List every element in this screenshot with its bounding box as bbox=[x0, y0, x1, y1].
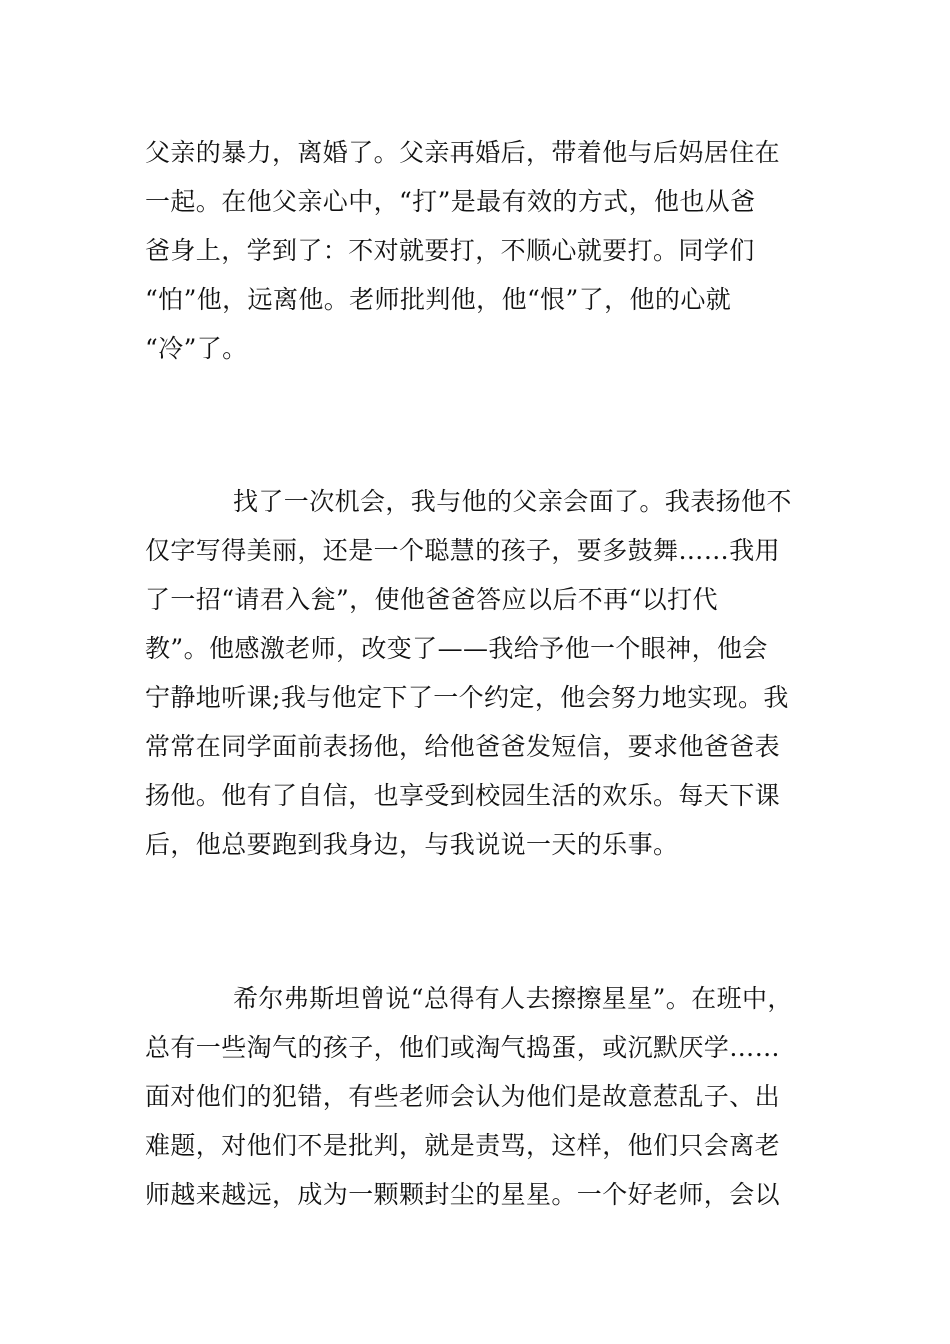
text-line: 总有一些淘气的孩子，他们或淘气捣蛋，或沉默厌学…… bbox=[145, 1033, 781, 1062]
text-line: “冷”了。 bbox=[145, 334, 248, 363]
text-line-indented: 希尔弗斯坦曾说“总得有人去擦擦星星”。在班中， bbox=[233, 984, 793, 1013]
text-line: 教”。他感激老师，改变了——我给予他一个眼神，他会 bbox=[145, 634, 768, 663]
text-line-indented: 找了一次机会，我与他的父亲会面了。我表扬他不 bbox=[233, 487, 792, 516]
text-line: 面对他们的犯错，有些老师会认为他们是故意惹乱子、出 bbox=[145, 1082, 781, 1111]
text-line: 宁静地听课;我与他定下了一个约定，他会努力地实现。我 bbox=[145, 683, 789, 712]
text-line: 难题，对他们不是批判，就是责骂，这样，他们只会离老 bbox=[145, 1131, 781, 1160]
text-line: 后，他总要跑到我身边，与我说说一天的乐事。 bbox=[145, 830, 679, 859]
text-line: 了一招“请君入瓮”，使他爸爸答应以后不再“以打代 bbox=[145, 585, 718, 614]
paragraph-3 bbox=[145, 974, 810, 1219]
text-line: 常常在同学面前表扬他，给他爸爸发短信，要求他爸爸表 bbox=[145, 732, 781, 761]
text-line: 父亲的暴力，离婚了。父亲再婚后，带着他与后妈居住在 bbox=[145, 138, 781, 167]
text-line: 扬他。他有了自信，也享受到校园生活的欢乐。每天下课 bbox=[145, 781, 781, 810]
text-line: 一起。在他父亲心中，“打”是最有效的方式，他也从爸 bbox=[145, 187, 756, 216]
text-line: “怕”他，远离他。老师批判他，他“恨”了，他的心就 bbox=[145, 285, 732, 314]
text-line: 师越来越远，成为一颗颗封尘的星星。一个好老师，会以 bbox=[145, 1180, 781, 1209]
text-line: 爸身上，学到了：不对就要打，不顺心就要打。同学们 bbox=[145, 236, 755, 265]
paragraph-2 bbox=[145, 477, 810, 869]
paragraph-1 bbox=[145, 128, 810, 373]
text-line: 仅字写得美丽，还是一个聪慧的孩子，要多鼓舞……我用 bbox=[145, 536, 781, 565]
